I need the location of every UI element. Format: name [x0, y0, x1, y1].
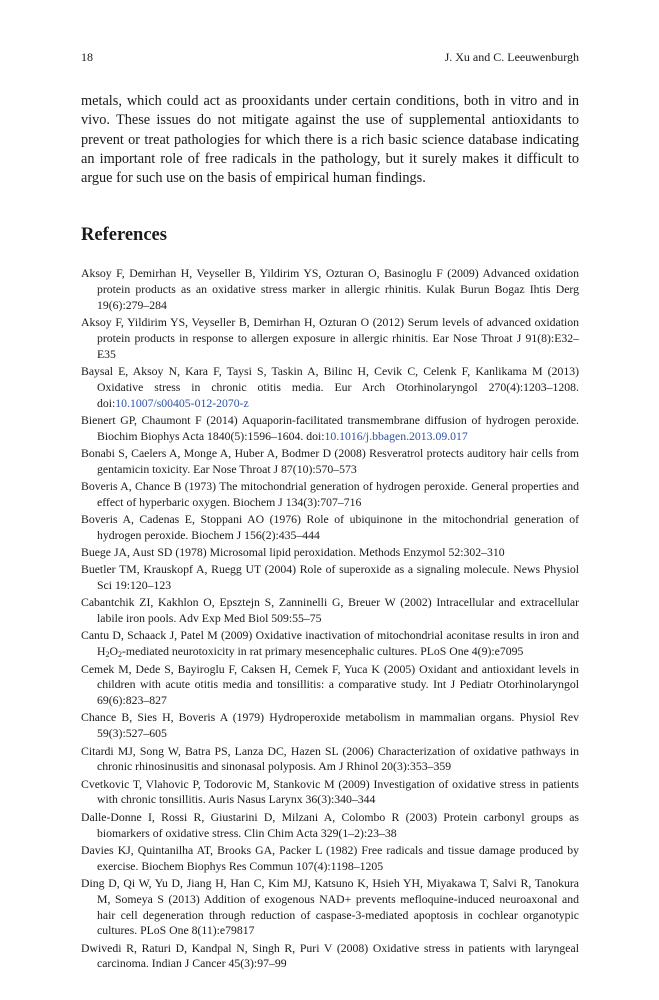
reference-text: Davies KJ, Quintanilha AT, Brooks GA, Packer L (1982) Free radicals and tissue damage produced by exercise. Biochem Biophys Res Commun 107(4):1198–1205 [81, 843, 579, 873]
reference-text: Ding D, Qi W, Yu D, Jiang H, Han C, Kim MJ, Katsuno K, Hsieh YH, Miyakawa T, Salvi R, Tanokura M, Someya S (2013) Addition of exogenous NAD+ prevents mefloquine-induced neuroaxonal and hair cell degeneration through reduction of caspase-3-mediated apoptosis in cochlear organotypic cultures. PLoS One 8(11):e79817 [81, 876, 579, 938]
reference-text: Bonabi S, Caelers A, Monge A, Huber A, Bodmer D (2008) Resveratrol protects auditory hair cells from gentamicin toxicity. Ear Nose Throat J 87(10):570–573 [81, 446, 579, 476]
reference-text: Cabantchik ZI, Kakhlon O, Epsztejn S, Zanninelli G, Breuer W (2002) Intracellular and extracellular labile iron pools. Adv Exp Med Biol 509:55–75 [81, 596, 579, 626]
subscript: 2 [118, 650, 122, 660]
reference-item [81, 662, 579, 710]
reference-item [81, 315, 579, 363]
reference-item [81, 512, 579, 544]
reference-item [81, 266, 579, 314]
reference-text: Buege JA, Aust SD (1978) Microsomal lipid peroxidation. Methods Enzymol 52:302–310 [81, 546, 505, 560]
reference-item [81, 364, 579, 412]
reference-text: O [109, 645, 118, 659]
reference-item [81, 595, 579, 627]
reference-text: Dwivedi R, Raturi D, Kandpal N, Singh R, Puri V (2008) Oxidative stress in patients with laryngeal carcinoma. Indian J Cancer 45(3):97–99 [81, 941, 579, 971]
reference-text: Bienert GP, Chaumont F (2014) Aquaporin-facilitated transmembrane diffusion of hydrogen peroxide. Biochim Biophys Acta 1840(5):1596–1604. doi: [81, 413, 579, 443]
reference-text: Aksoy F, Demirhan H, Veyseller B, Yildirim YS, Ozturan O, Basinoglu F (2009) Advanced oxidation protein products as an oxidative stress marker in allergic rhinitis. Kulak Burun Bogaz Ihtis Derg 19(6):279–284 [81, 267, 579, 312]
reference-item [81, 710, 579, 742]
doi-link[interactable]: 10.1007/s00405-012-2070-z [115, 396, 249, 410]
reference-item [81, 876, 579, 939]
reference-text: Cantu D, Schaack J, Patel M (2009) Oxidative inactivation of mitochondrial aconitase results in iron and H [81, 629, 579, 659]
body-paragraph: metals, which could act as prooxidants under certain conditions, both in vitro and in vivo. These issues do not mitigate against the use of supplemental antioxidants to prevent or treat pathologies for which there is a rich basic science database indicating an important role of free radicals in the pathology, but it surely makes it difficult to argue for such use on the basis of empirical human findings. [81, 93, 579, 187]
reference-item [81, 479, 579, 511]
reference-text: Aksoy F, Yildirim YS, Veyseller B, Demirhan H, Ozturan O (2012) Serum levels of advanced oxidation protein products in response to allergen exposure in allergic rhinitis. Ear Nose Throat J 91(8):E32–E35 [81, 315, 579, 361]
reference-text: Boveris A, Chance B (1973) The mitochondrial generation of hydrogen peroxide. General properties and effect of hyperbaric oxygen. Biochem J 134(3):707–716 [81, 479, 579, 509]
reference-text: -mediated neurotoxicity in rat primary mesencephalic cultures. PLoS One 4(9):e7095 [122, 645, 524, 659]
running-head [81, 50, 579, 65]
reference-item [81, 545, 579, 561]
reference-item [81, 628, 579, 660]
reference-text: Boveris A, Cadenas E, Stoppani AO (1976) Role of ubiquinone in the mitochondrial generation of hydrogen peroxide. Biochem J 156(2):435–444 [81, 513, 579, 542]
reference-item [81, 446, 579, 478]
references-heading: References [81, 225, 167, 245]
reference-item [81, 810, 579, 842]
reference-item [81, 562, 579, 594]
reference-item [81, 777, 579, 809]
reference-text: Cvetkovic T, Vlahovic P, Todorovic M, Stankovic M (2009) Investigation of oxidative stress in patients with chronic tonsillitis. Auris Nasus Larynx 36(3):340–344 [81, 777, 579, 807]
reference-item [81, 413, 579, 445]
reference-item [81, 941, 579, 973]
reference-text: Citardi MJ, Song W, Batra PS, Lanza DC, Hazen SL (2006) Characterization of oxidative pathways in chronic rhinosinusitis and sinonasal polyposis. Am J Rhinol 20(3):353–359 [81, 744, 579, 774]
running-head-authors: J. Xu and C. Leeuwenburgh [444, 50, 579, 64]
reference-text: Cemek M, Dede S, Bayiroglu F, Caksen H, Cemek F, Yuca K (2005) Oxidant and antioxidant levels in children with acute otitis media and tonsillitis: a comparative study. Int J Pediatr Otorhinolaryngol 69(6):823–827 [81, 662, 579, 708]
reference-item [81, 843, 579, 875]
reference-text: Baysal E, Aksoy N, Kara F, Taysi S, Taskin A, Bilinc H, Cevik C, Celenk F, Kanlikama M (2013) Oxidative stress in chronic otitis media. Eur Arch Otorhinolaryngol 270(4):1203–1208. doi: [81, 364, 579, 410]
reference-text: Dalle-Donne I, Rossi R, Giustarini D, Milzani A, Colombo R (2003) Protein carbonyl groups as biomarkers of oxidative stress. Clin Chim Acta 329(1–2):23–38 [81, 810, 579, 840]
reference-item [81, 744, 579, 776]
reference-text: Chance B, Sies H, Boveris A (1979) Hydroperoxide metabolism in mammalian organs. Physiol Rev 59(3):527–605 [81, 711, 579, 741]
page-number: 18 [81, 50, 93, 64]
reference-text: Buetler TM, Krauskopf A, Ruegg UT (2004) Role of superoxide as a signaling molecule. News Physiol Sci 19:120–123 [81, 563, 579, 593]
reference-list [81, 266, 579, 974]
doi-link[interactable]: 10.1016/j.bbagen.2013.09.017 [324, 429, 468, 443]
subscript: 2 [105, 650, 110, 660]
